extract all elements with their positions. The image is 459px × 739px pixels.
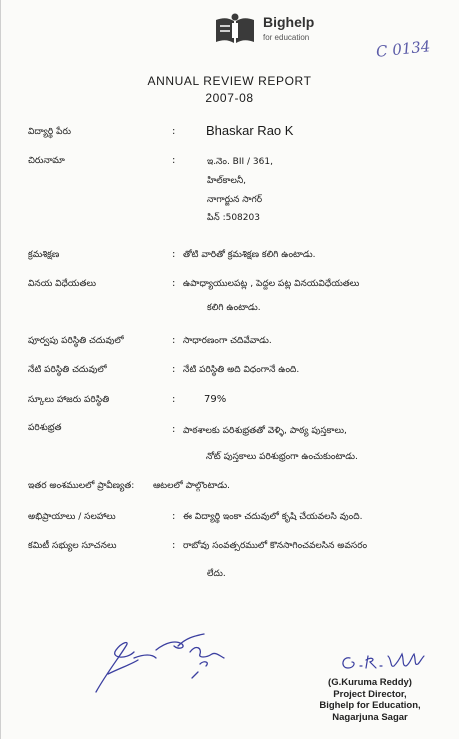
attendance-value: 79% (204, 394, 227, 405)
cleanliness-value-cont: నోట్ పుస్తకాలు పరిశుభ్రంగా ఉంచుకుంటాడు. (206, 452, 358, 462)
committee-value: రాబోవు సంవత్సరములో కొనసాగించవలసిన అవసరం (183, 541, 368, 551)
opinions-label: అభిప్రాయాలు / సలహాలు (28, 512, 116, 522)
handwritten-signature-right (336, 650, 426, 678)
logo-book-icon (212, 12, 258, 46)
discipline-value: తోటి వారితో క్రమశిక్షణ కలిగి ఉంటాడు. (183, 250, 316, 260)
attendance-label: స్కూలు హాజరు పరిస్థితి (28, 395, 110, 405)
signatory-designation: Project Director, (333, 688, 407, 700)
logo-tagline: for education (263, 33, 310, 42)
opinions-value: ఈ విద్యార్థి ఇంకా చదువులో కృషి చేయవలసి వుంది. (183, 512, 363, 522)
file-reference-note: C 0134 (375, 37, 432, 61)
colon: : (172, 511, 176, 522)
address-label: చిరునామా (28, 156, 65, 166)
colon: : (172, 155, 176, 166)
logo-org-name: Bighelp (263, 14, 315, 30)
colon: : (172, 126, 176, 137)
colon: : (172, 364, 176, 375)
other-talents-value: ఆటలలో పాల్గొంటాడు. (153, 481, 230, 491)
handwritten-signature-left (86, 624, 244, 700)
obedience-value: ఉపాధ్యాయులపట్ల , పెద్దల పట్ల వినయవిధేయతలు (183, 279, 360, 289)
colon: : (172, 394, 176, 405)
present-study-value: నేటి పరిస్థితి అది విధంగానే ఉంది. (183, 365, 300, 375)
colon: : (172, 335, 176, 346)
colon: : (172, 249, 176, 260)
other-talents-label: ఇతర అంశములలో ప్రావీణ్యత: (28, 481, 135, 491)
address-line-4: పిన్ :508203 (207, 213, 260, 223)
bighelp-logo (212, 12, 324, 46)
committee-label: కమిటీ సభ్యుల సూచనలు (28, 541, 117, 551)
obedience-value-cont: కలిగి ఉంటాడు. (207, 303, 261, 313)
address-line-1: ఇ.నెం. BII / 361, (207, 157, 273, 167)
scan-edge-left (0, 0, 1, 739)
signatory-place: Nagarjuna Sagar (332, 711, 408, 723)
present-study-label: నేటి పరిస్థితి చదువులో (28, 365, 107, 375)
student-name-label: విద్యార్థి పేరు (28, 127, 71, 137)
past-study-label: పూర్వపు పరిస్థితి చదువులో (28, 336, 124, 346)
cleanliness-value: పాఠశాలకు పరిశుభ్రతతో వెళ్ళి, పాఠ్య పుస్తకాలు, (183, 426, 347, 436)
address-line-3: నాగార్జున సాగర్ (207, 195, 263, 205)
colon: : (172, 278, 176, 289)
colon: : (172, 424, 176, 435)
cleanliness-label: పరిశుభ్రత (28, 423, 62, 433)
signatory-org: Bighelp for Education, (319, 700, 421, 711)
past-study-value: సాధారణంగా చదివేవాడు. (183, 336, 272, 346)
report-year: 2007-08 (205, 91, 254, 105)
colon: : (172, 540, 176, 551)
signatory-name: (G.Kuruma Reddy) (328, 677, 412, 688)
report-title: ANNUAL REVIEW REPORT (147, 74, 312, 88)
address-line-2: హిల్‌కాలనీ, (207, 176, 247, 186)
obedience-label: వినయ విధేయతలు (28, 279, 96, 289)
signatory-block (300, 677, 440, 723)
committee-value-cont: లేదు. (207, 569, 226, 579)
student-name-value: Bhaskar Rao K (206, 123, 294, 138)
discipline-label: క్రమశిక్షణ (28, 250, 60, 260)
